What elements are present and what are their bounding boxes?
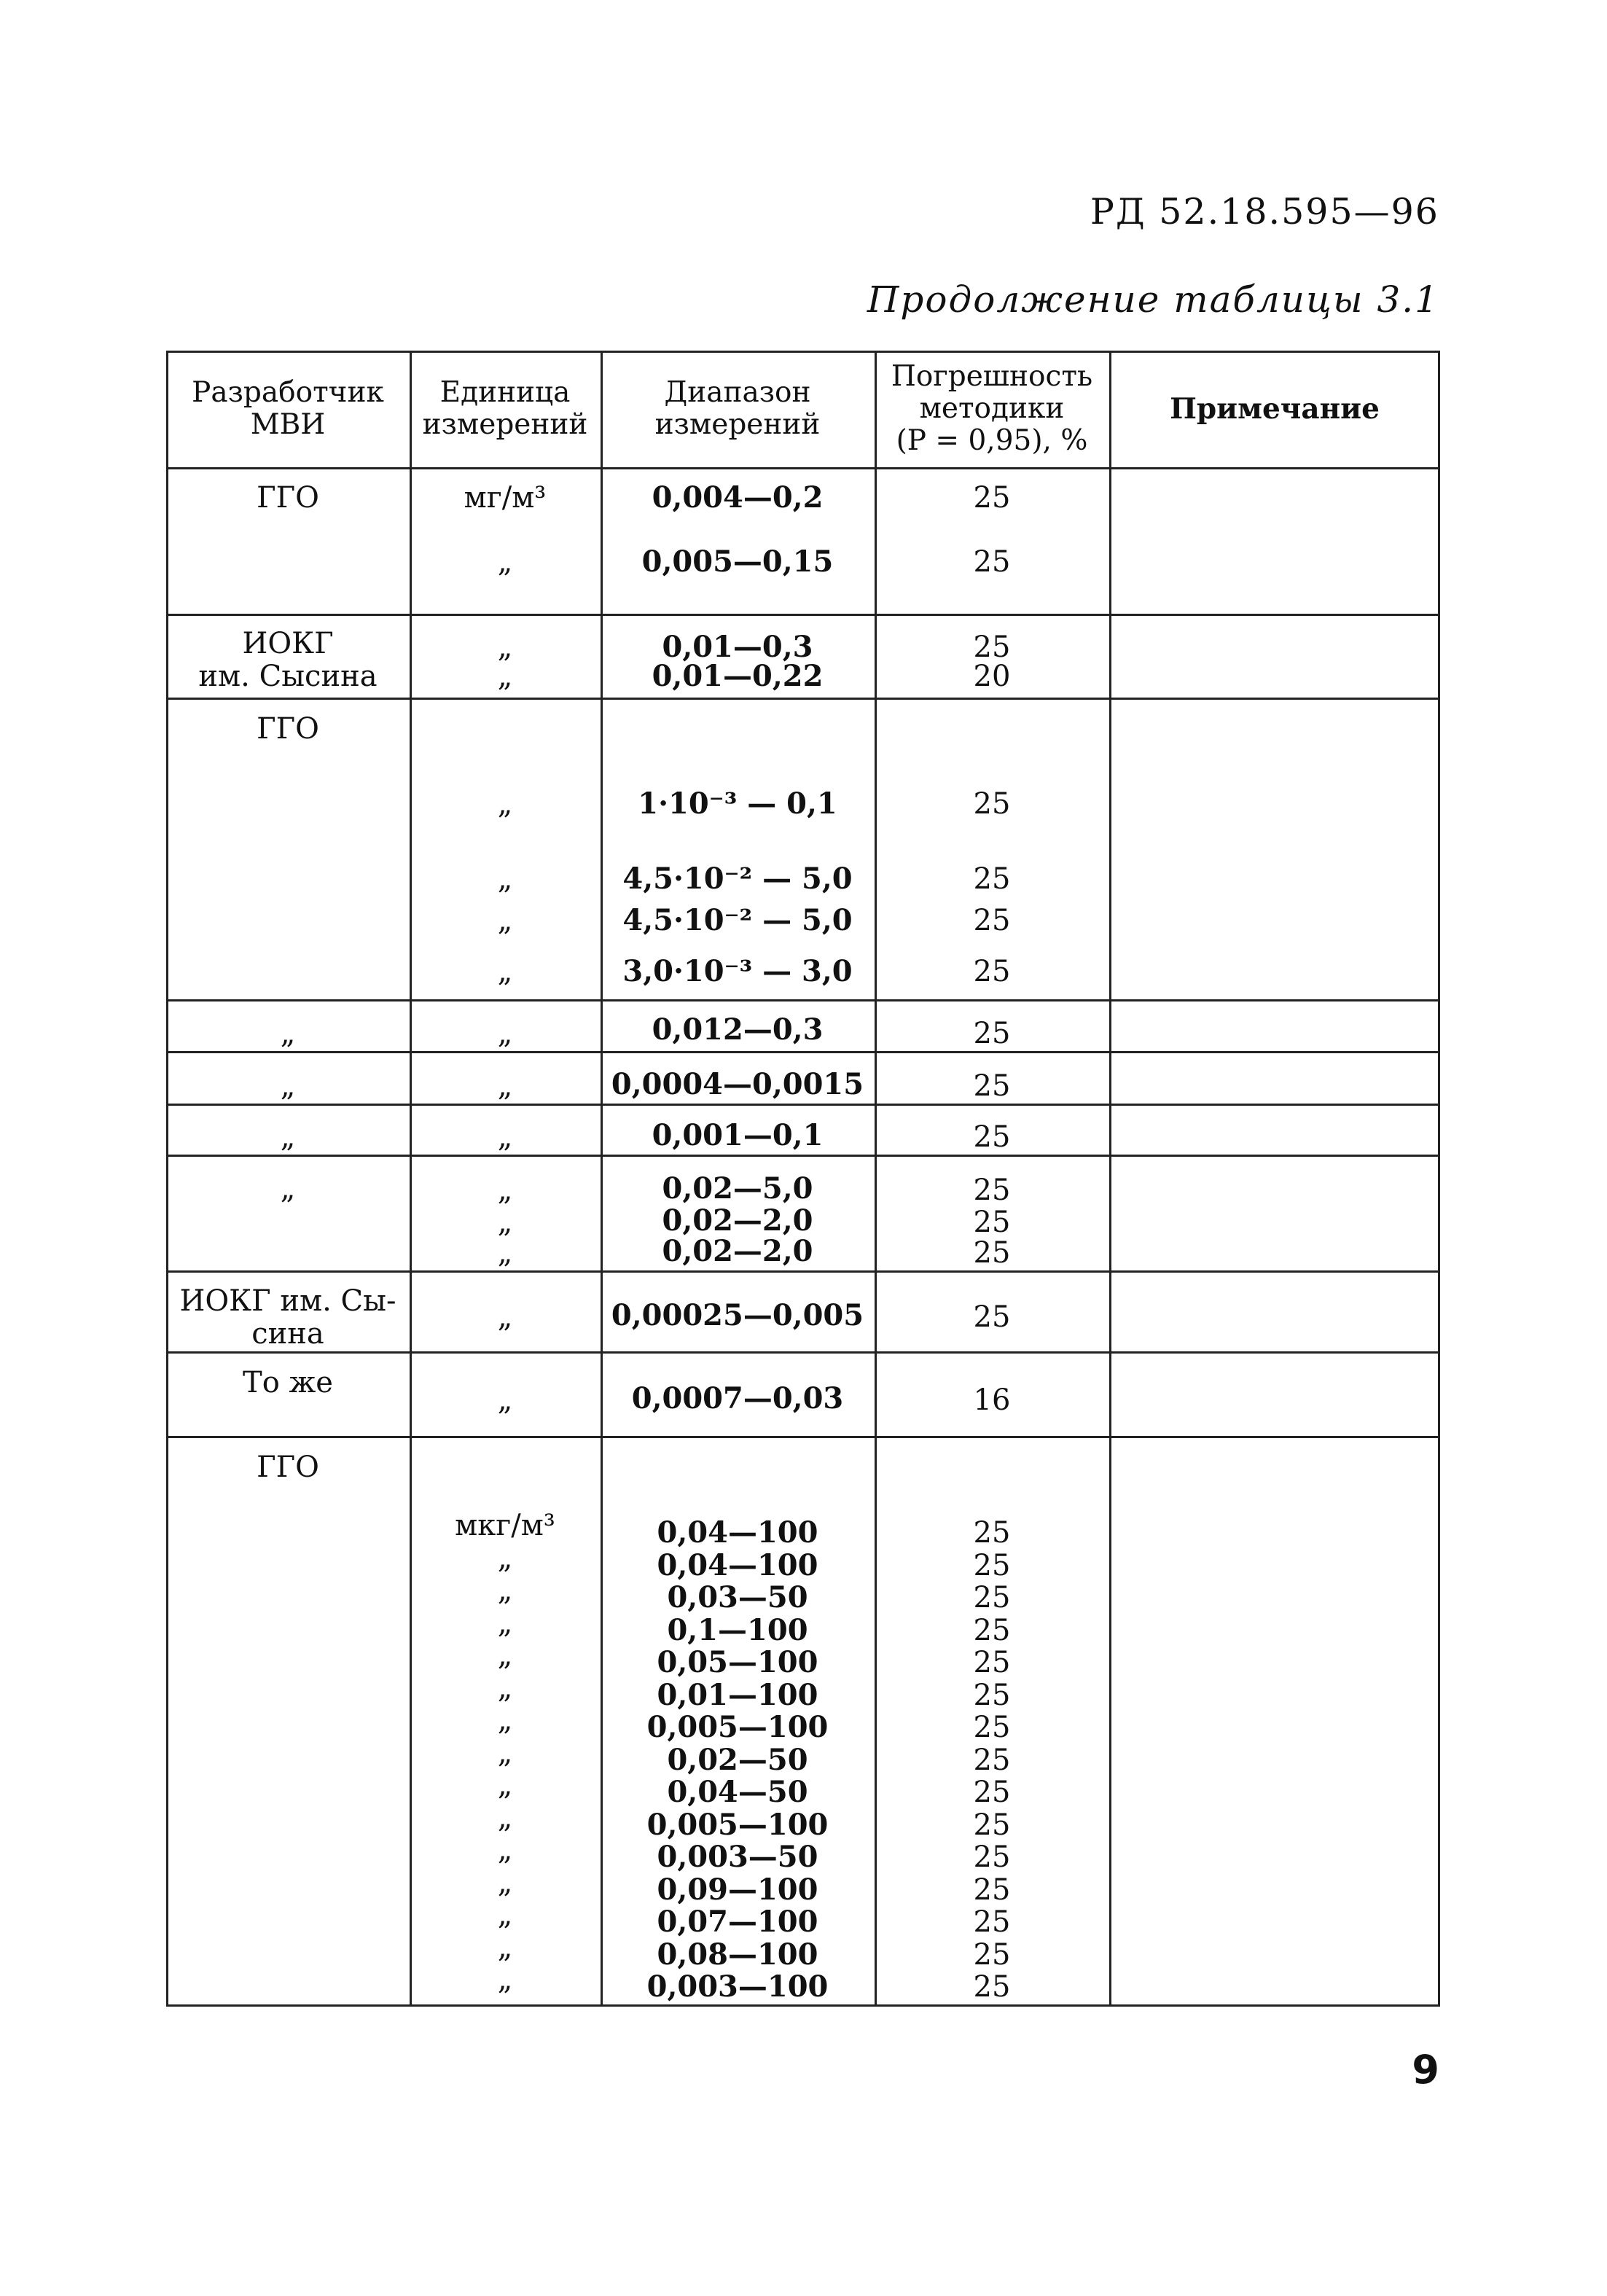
row-divider: [166, 614, 1440, 616]
unit-cell: „: [497, 545, 513, 579]
error-cell: 25: [973, 481, 1011, 515]
error-cell: 25: [973, 1548, 1011, 1582]
range-cell: 0,02—5,0: [662, 1171, 813, 1206]
unit-cell: „: [497, 1735, 513, 1770]
error-cell: 25: [973, 1174, 1011, 1207]
unit-cell: „: [497, 1300, 513, 1334]
unit-cell: „: [497, 1383, 513, 1417]
error-cell: 25: [973, 1120, 1011, 1154]
column-header-note: Примечание: [1170, 392, 1380, 426]
row-divider: [166, 999, 1440, 1001]
error-cell: 25: [973, 1678, 1011, 1712]
unit-cell: „: [497, 1963, 513, 1996]
error-cell: 25: [973, 1743, 1011, 1777]
row-divider: [166, 1436, 1440, 1438]
row-divider: [166, 1051, 1440, 1053]
developer-cell: сина: [251, 1317, 324, 1351]
header-divider: [166, 467, 1440, 469]
range-cell: 0,04—100: [657, 1547, 818, 1582]
range-cell: 0,02—50: [667, 1742, 808, 1777]
row-divider: [166, 1270, 1440, 1273]
error-cell: 25: [973, 1300, 1011, 1334]
row-divider: [166, 1155, 1440, 1157]
error-cell: 25: [973, 1905, 1011, 1939]
error-cell: 25: [973, 1646, 1011, 1679]
error-cell: 25: [973, 1711, 1011, 1744]
developer-cell: ИОКГ: [242, 627, 334, 660]
error-cell: 25: [973, 1840, 1011, 1874]
error-cell: 25: [973, 1206, 1011, 1239]
error-cell: 25: [973, 1581, 1011, 1614]
range-cell: 0,04—100: [657, 1515, 818, 1550]
row-divider: [166, 1104, 1440, 1106]
unit-cell: „: [497, 1017, 513, 1050]
range-cell: 0,01—0,3: [662, 630, 813, 664]
developer-cell: То же: [243, 1366, 333, 1399]
range-cell: 0,003—50: [657, 1840, 818, 1874]
range-cell: 0,001—0,1: [652, 1118, 824, 1152]
unit-cell: „: [497, 1671, 513, 1705]
error-cell: 25: [973, 630, 1011, 664]
error-cell: 25: [973, 787, 1011, 821]
row-divider: [166, 1351, 1440, 1354]
range-cell: 0,00025—0,005: [611, 1298, 864, 1332]
error-cell: 25: [973, 1516, 1011, 1550]
developer-cell: ГГО: [257, 712, 319, 746]
range-cell: 4,5·10⁻² — 5,0: [622, 903, 853, 937]
unit-cell: „: [497, 1606, 513, 1640]
column-header-unit: Единица измерений: [422, 376, 588, 441]
unit-cell: „: [497, 1930, 513, 1964]
error-cell: 25: [973, 955, 1011, 988]
error-cell: 25: [973, 1236, 1011, 1270]
error-cell: 25: [973, 1069, 1011, 1103]
range-cell: 0,05—100: [657, 1645, 818, 1679]
row-divider: [166, 698, 1440, 700]
unit-cell: „: [497, 1703, 513, 1737]
unit-cell: „: [497, 1574, 513, 1607]
developer-cell: ГГО: [257, 1450, 319, 1484]
unit-cell: „: [497, 904, 513, 937]
range-cell: 1·10⁻³ — 0,1: [638, 786, 837, 821]
table-caption: Продолжение таблицы 3.1: [867, 278, 1439, 321]
error-cell: 25: [973, 1970, 1011, 2004]
unit-cell: „: [497, 1639, 513, 1672]
unit-cell: „: [497, 1541, 513, 1575]
error-cell: 25: [973, 545, 1011, 579]
unit-cell: „: [497, 630, 513, 664]
range-cell: 0,02—2,0: [662, 1234, 813, 1268]
table-border-bottom: [166, 2004, 1440, 2007]
unit-cell: „: [497, 862, 513, 896]
error-cell: 25: [973, 1937, 1011, 1972]
developer-cell: „: [280, 1172, 296, 1206]
column-header-developer: Разработчик МВИ: [192, 376, 384, 441]
range-cell: 0,04—50: [667, 1775, 808, 1809]
range-cell: 4,5·10⁻² — 5,0: [622, 862, 853, 896]
range-cell: 0,01—100: [657, 1677, 818, 1712]
developer-cell: им. Сысина: [198, 660, 378, 693]
unit-cell: „: [497, 1768, 513, 1802]
range-cell: 0,1—100: [667, 1612, 808, 1647]
unit-cell: „: [497, 1120, 513, 1154]
unit-cell: „: [497, 1174, 513, 1207]
range-cell: 0,005—100: [646, 1710, 829, 1744]
measurement-table: [166, 351, 1440, 2007]
unit-cell: „: [497, 1800, 513, 1835]
range-cell: 0,08—100: [657, 1937, 818, 1972]
range-cell: 3,0·10⁻³ — 3,0: [622, 954, 853, 988]
unit-cell: „: [497, 955, 513, 988]
range-cell: 0,0004—0,0015: [611, 1067, 864, 1101]
column-header-range: Диапазон измерений: [654, 376, 821, 441]
unit-cell: „: [497, 787, 513, 821]
error-cell: 25: [973, 862, 1011, 896]
unit-cell: „: [497, 1898, 513, 1932]
range-cell: 0,01—0,22: [652, 659, 824, 693]
developer-cell: ГГО: [257, 481, 319, 515]
unit-cell: „: [497, 1206, 513, 1239]
range-cell: 0,005—0,15: [641, 544, 834, 579]
unit-cell: мкг/м³: [455, 1509, 555, 1542]
error-cell: 25: [973, 1776, 1011, 1809]
document-code: РД 52.18.595—96: [1090, 191, 1439, 233]
column-header-error: Погрешность методики (P = 0,95), %: [891, 360, 1093, 457]
error-cell: 25: [973, 1613, 1011, 1647]
error-cell: 25: [973, 904, 1011, 937]
range-cell: 0,0007—0,03: [631, 1381, 844, 1416]
range-cell: 0,005—100: [646, 1807, 829, 1842]
error-cell: 25: [973, 1808, 1011, 1842]
error-cell: 25: [973, 1873, 1011, 1907]
unit-cell: „: [497, 1865, 513, 1899]
unit-cell: „: [497, 1833, 513, 1867]
table-border-right: [1438, 351, 1440, 2007]
unit-cell: мг/м³: [464, 481, 547, 515]
range-cell: 0,03—50: [667, 1580, 808, 1614]
developer-cell: „: [280, 1017, 296, 1050]
range-cell: 0,07—100: [657, 1905, 818, 1939]
column-divider: [1109, 351, 1111, 2007]
developer-cell: „: [280, 1120, 296, 1154]
range-cell: 0,012—0,3: [652, 1012, 824, 1047]
range-cell: 0,003—100: [646, 1969, 829, 2004]
error-cell: 16: [973, 1383, 1011, 1417]
developer-cell: ИОКГ им. Сы-: [179, 1284, 396, 1318]
error-cell: 20: [973, 660, 1011, 693]
error-cell: 25: [973, 1017, 1011, 1050]
unit-cell: „: [497, 1236, 513, 1270]
range-cell: 0,004—0,2: [652, 480, 824, 515]
range-cell: 0,02—2,0: [662, 1203, 813, 1238]
page-number: 9: [1412, 2047, 1439, 2093]
developer-cell: „: [280, 1069, 296, 1103]
unit-cell: „: [497, 660, 513, 693]
unit-cell: „: [497, 1069, 513, 1103]
range-cell: 0,09—100: [657, 1872, 818, 1907]
